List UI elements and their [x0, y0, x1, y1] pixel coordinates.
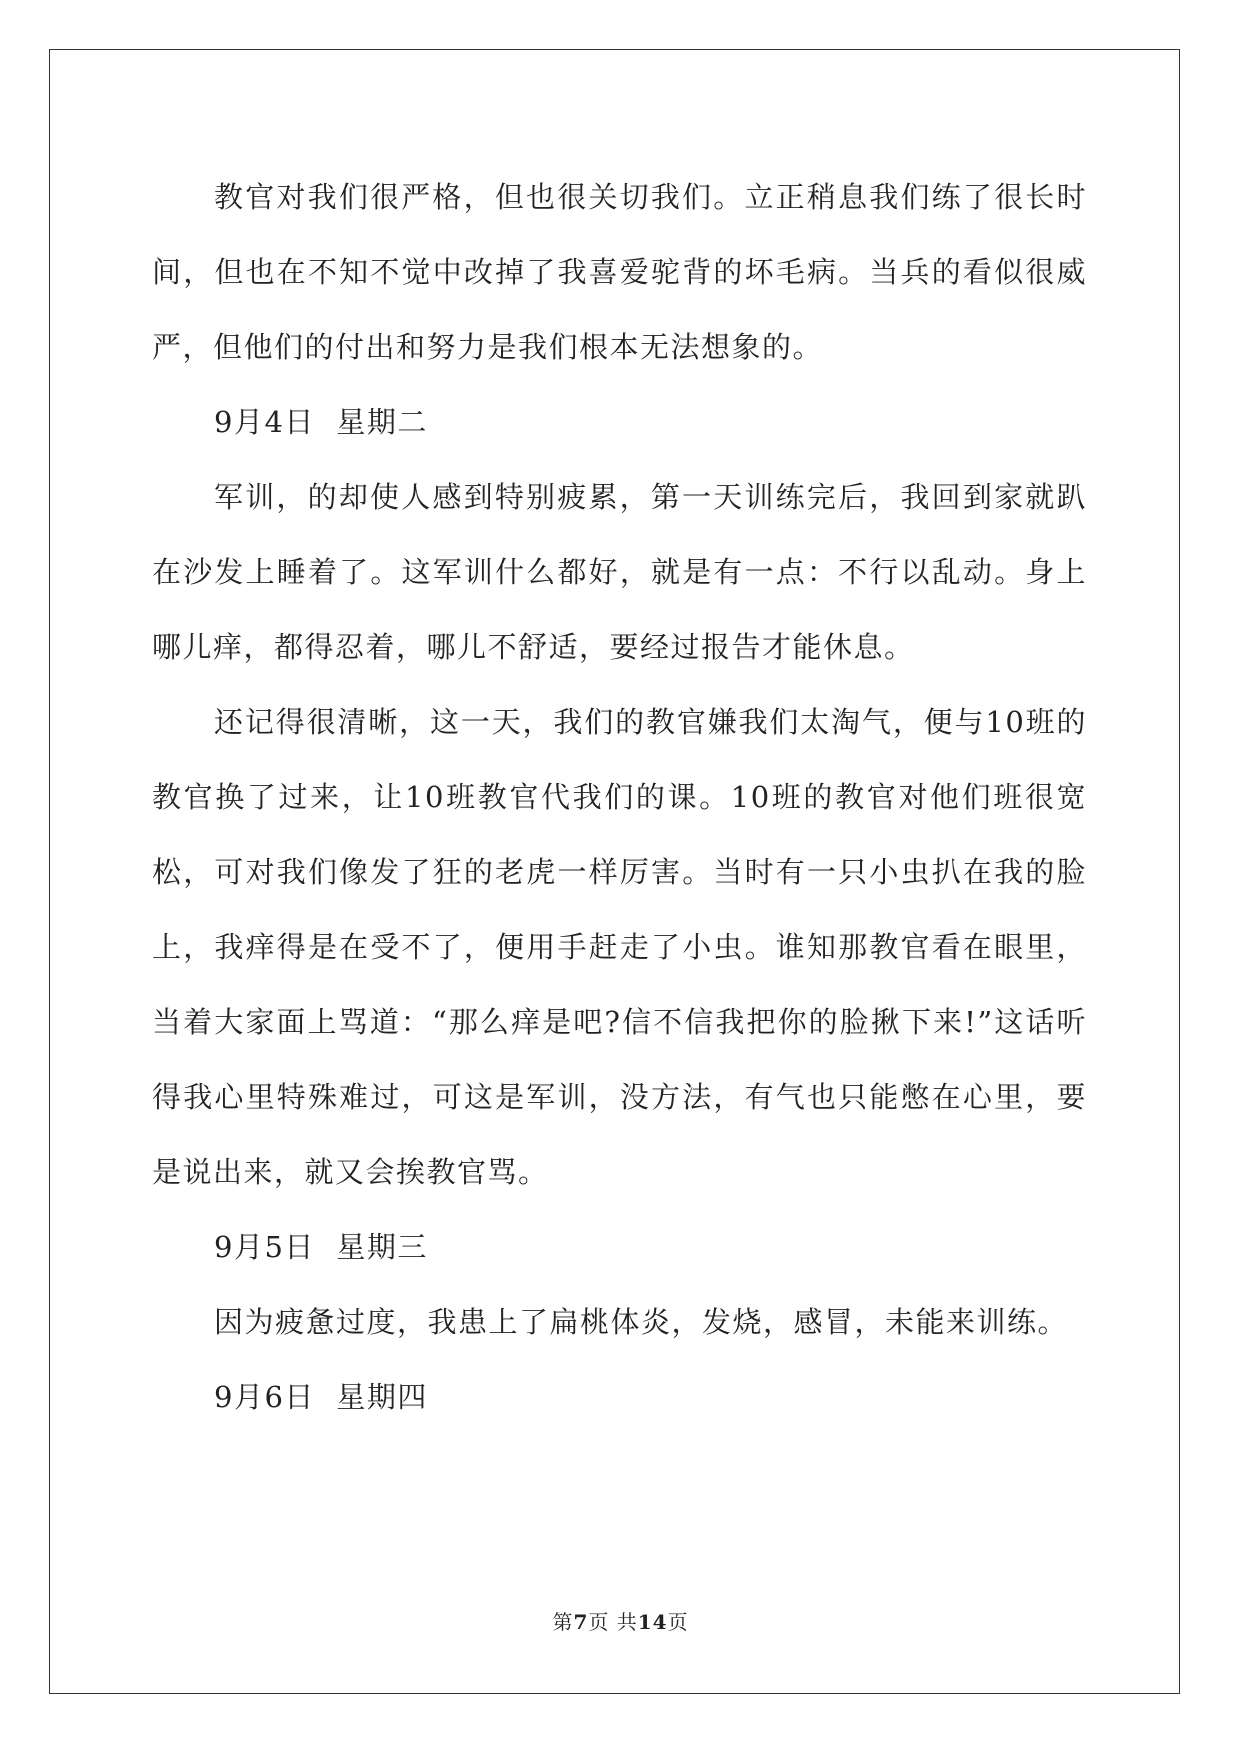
page-number-footer — [0, 1606, 1241, 1635]
date-heading: 9月4日 星期二 — [214, 405, 428, 439]
paragraph: 军训，的却使人感到特别疲累，第一天训练完后，我回到家就趴在沙发上睡着了。这军训什么都好，就是有一点：不行以乱动。身上哪儿痒，都得忍着，哪儿不舒适，要经过报告才能休息。 — [152, 480, 1087, 664]
paragraph: 还记得很清晰，这一天，我们的教官嫌我们太淘气，便与10班的教官换了过来，让10班教官代我们的课。10班的教官对他们班很宽松，可对我们像发了狂的老虎一样厉害。当时有一只小虫扒在我的脸上，我痒得是在受不了，便用手赶走了小虫。谁知那教官看在眼里，当着大家面上骂道：“那么痒是吧?信不信我把你的脸揪下来!”这话听得我心里特殊难过，可这是军训，没方法，有气也只能憋在心里，要是说出来，就又会挨教官骂。 — [152, 705, 1087, 1189]
current-page-number: 7 — [573, 1610, 589, 1634]
date-heading: 9月6日 星期四 — [214, 1380, 428, 1414]
footer-mid: 页 共 — [588, 1610, 638, 1634]
footer-prefix: 第 — [552, 1610, 574, 1634]
document-body — [152, 160, 1087, 1435]
paragraph: 教官对我们很严格，但也很关切我们。立正稍息我们练了很长时间，但也在不知不觉中改掉了我喜爱驼背的坏毛病。当兵的看似很威严，但他们的付出和努力是我们根本无法想象的。 — [152, 180, 1087, 364]
date-heading: 9月5日 星期三 — [214, 1230, 428, 1264]
paragraph: 因为疲惫过度，我患上了扁桃体炎，发烧，感冒，未能来训练。 — [214, 1305, 1069, 1339]
footer-suffix: 页 — [667, 1610, 689, 1634]
total-page-number: 14 — [637, 1610, 668, 1634]
